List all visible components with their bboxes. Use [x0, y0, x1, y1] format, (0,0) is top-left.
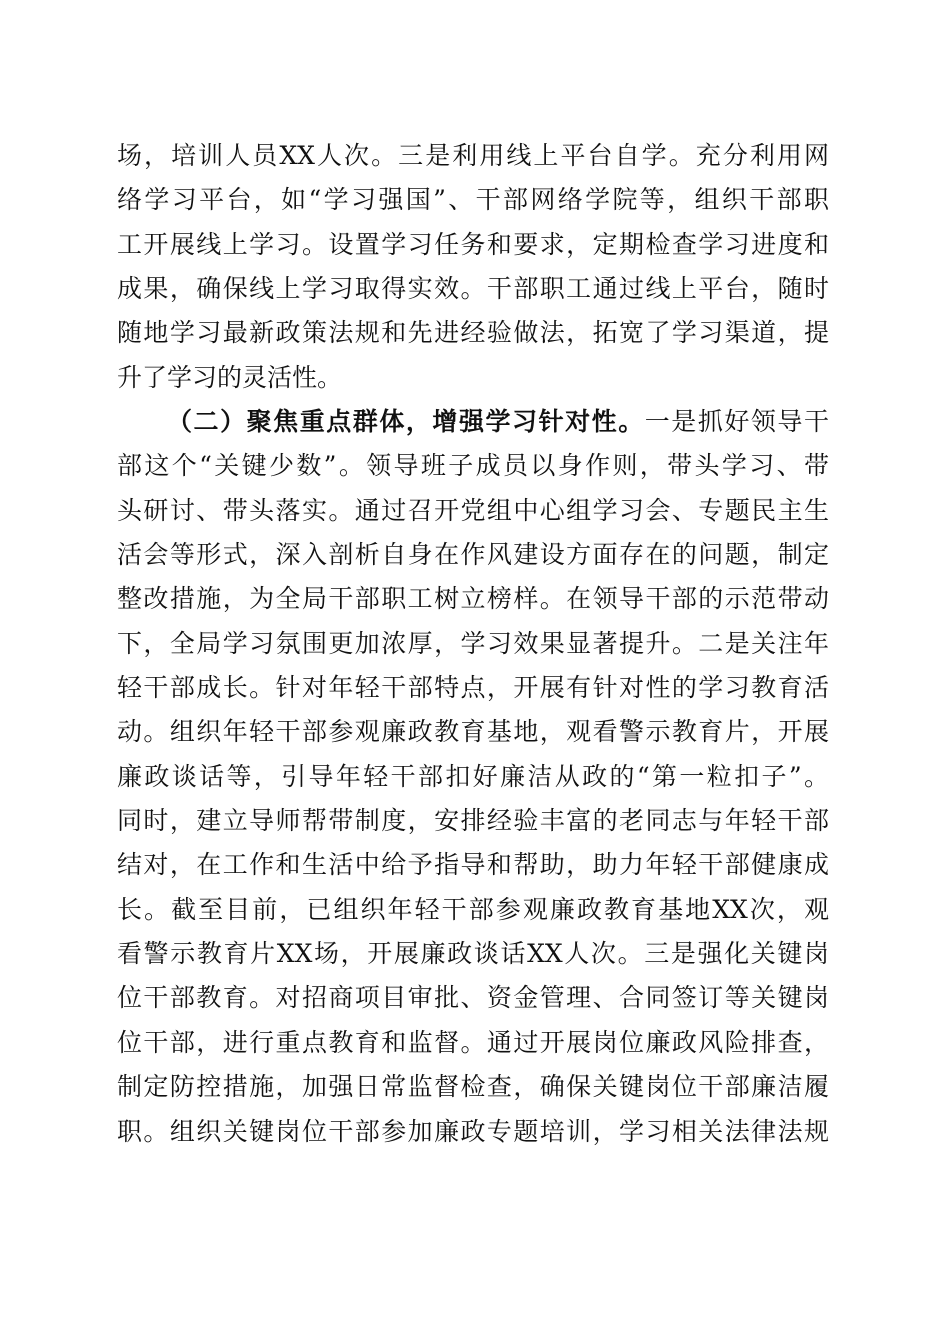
text-line: 位干部教育。对招商项目审批、资金管理、合同签订等关键岗 [117, 983, 829, 1013]
text-line: 升了学习的灵活性。 [117, 362, 343, 392]
text-line: 成果，确保线上学习取得实效。干部职工通过线上平台，随时 [117, 274, 829, 304]
text-line: 随地学习最新政策法规和先进经验做法，拓宽了学习渠道，提 [117, 318, 829, 348]
text-line: 活会等形式，深入剖析自身在作风建设方面存在的问题，制定 [117, 540, 829, 570]
text-line: 动。组织年轻干部参观廉政教育基地，观看警示教育片，开展 [117, 717, 829, 747]
text-line-first [117, 400, 829, 444]
text-line: 制定防控措施，加强日常监督检查，确保关键岗位干部廉洁履 [117, 1072, 829, 1102]
text-line: 头研讨、带头落实。通过召开党组中心组学习会、专题民主生 [117, 495, 829, 525]
text-line: 看警示教育片XX场，开展廉政谈话XX人次。三是强化关键岗 [117, 939, 829, 969]
paragraph-online-learning [117, 134, 829, 400]
text-line: 下，全局学习氛围更加浓厚，学习效果显著提升。二是关注年 [117, 628, 829, 658]
text-line: 结对，在工作和生活中给予指导和帮助，助力年轻干部健康成 [117, 850, 829, 880]
section-heading: （二）聚焦重点群体，增强学习针对性。 [167, 407, 645, 436]
text-line: 络学习平台，如“学习强国”、干部网络学院等，组织干部职 [117, 185, 829, 215]
text-run: 一是抓好领导干 [644, 407, 829, 436]
text-line: 同时，建立导师帮带制度，安排经验丰富的老同志与年轻干部 [117, 806, 829, 836]
text-line: 廉政谈话等，引导年轻干部扣好廉洁从政的“第一粒扣子”。 [117, 761, 829, 791]
text-line: 位干部，进行重点教育和监督。通过开展岗位廉政风险排查， [117, 1027, 829, 1057]
text-line: 轻干部成长。针对年轻干部特点，开展有针对性的学习教育活 [117, 673, 829, 703]
text-line: 整改措施，为全局干部职工树立榜样。在领导干部的示范带动 [117, 584, 829, 614]
text-line: 长。截至目前，已组织年轻干部参观廉政教育基地XX次，观 [117, 894, 829, 924]
paragraph-key-groups [117, 400, 829, 1154]
text-line: 部这个“关键少数”。领导班子成员以身作则，带头学习、带 [117, 451, 829, 481]
text-line: 职。组织关键岗位干部参加廉政专题培训，学习相关法律法规 [117, 1116, 829, 1146]
text-line: 工开展线上学习。设置学习任务和要求，定期检查学习进度和 [117, 229, 829, 259]
text-line: 场，培训人员XX人次。三是利用线上平台自学。充分利用网 [117, 141, 829, 170]
